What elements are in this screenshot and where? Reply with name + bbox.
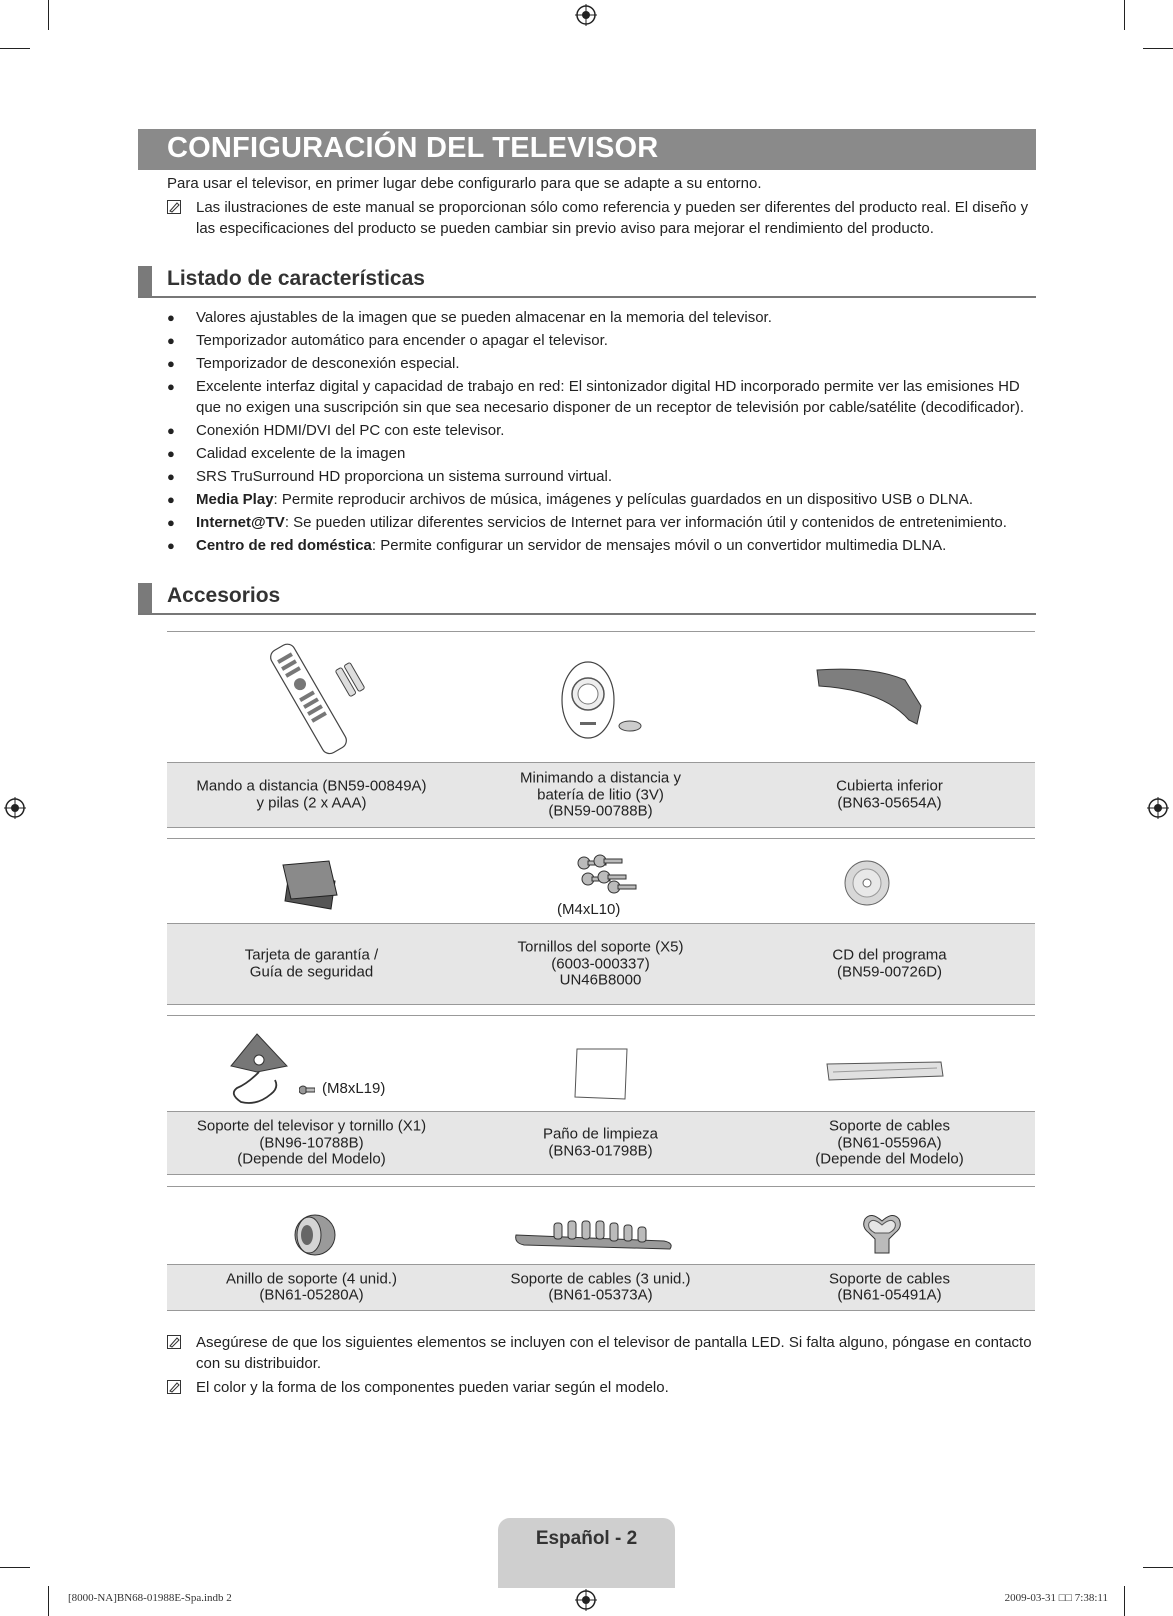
screws-icon bbox=[574, 853, 638, 895]
accessory-label-row bbox=[167, 923, 1035, 1005]
page-title: CONFIGURACIÓN DEL TELEVISOR bbox=[167, 132, 659, 164]
accessory-image-cell bbox=[456, 632, 745, 763]
accessories-row bbox=[167, 1015, 1035, 1175]
note-icon bbox=[167, 200, 181, 214]
section-marker bbox=[138, 583, 152, 613]
accessory-label: Soporte del televisor y tornillo (X1) (BN96-10788B) (Depende del Modelo) bbox=[196, 1117, 427, 1168]
feature-text: : Permite reproducir archivos de música, imágenes y películas guardados en un dispositivo USB o DLNA. bbox=[273, 490, 974, 508]
accessories-section-header bbox=[138, 581, 1036, 615]
feature-item bbox=[167, 513, 1037, 534]
accessory-image-cell bbox=[745, 1187, 1034, 1265]
bullet-icon: ● bbox=[167, 537, 175, 553]
accessory-image-cell bbox=[745, 632, 1034, 763]
accessory-label-row bbox=[167, 1111, 1035, 1175]
feature-name: Centro de red doméstica bbox=[196, 536, 372, 554]
accessory-image-cell bbox=[167, 1187, 456, 1265]
accessory-image-cell bbox=[456, 839, 745, 924]
accessory-label: CD del programa (BN59-00726D) bbox=[832, 946, 947, 980]
registration-mark-icon bbox=[4, 797, 26, 819]
mini-remote-icon bbox=[550, 658, 650, 743]
bullet-icon: ● bbox=[167, 333, 175, 348]
bullet-icon: ● bbox=[167, 491, 175, 507]
holder-ring-icon bbox=[291, 1213, 337, 1257]
remote-control-icon bbox=[263, 638, 373, 760]
registration-mark-icon bbox=[1147, 797, 1169, 819]
accessories-row bbox=[167, 838, 1035, 1004]
bottom-note bbox=[167, 1332, 1037, 1376]
footer-timestamp: 2009-03-31 □□ 7:38:11 bbox=[1004, 1592, 1108, 1604]
features-heading: Listado de características bbox=[167, 267, 425, 290]
page-number-tab bbox=[498, 1518, 675, 1588]
feature-name: Media Play bbox=[196, 490, 274, 508]
bullet-icon: ● bbox=[167, 422, 175, 438]
accessory-label: Soporte de cables (BN61-05596A) (Depende del Modelo) bbox=[815, 1117, 964, 1168]
feature-item bbox=[167, 377, 1037, 418]
note-icon bbox=[167, 1380, 181, 1394]
feature-item bbox=[167, 354, 1037, 375]
footer-file-info: [8000-NA]BN68-01988E-Spa.indb 2 bbox=[68, 1592, 232, 1604]
accessory-label: Paño de limpieza (BN63-01798B) bbox=[542, 1125, 659, 1159]
features-section-header bbox=[138, 264, 1036, 298]
feature-item bbox=[167, 308, 1037, 329]
accessory-image-cell bbox=[167, 632, 456, 763]
feature-item bbox=[167, 331, 1037, 352]
screw-size-label: (M8xL19) bbox=[322, 1080, 386, 1097]
accessories-heading: Accesorios bbox=[167, 584, 281, 607]
accessory-label: Cubierta inferior (BN63-05654A) bbox=[836, 777, 943, 811]
crop-mark bbox=[48, 1586, 49, 1616]
accessory-label: Anillo de soporte (4 unid.) (BN61-05280A) bbox=[226, 1270, 397, 1304]
tv-holder-icon bbox=[227, 1032, 299, 1108]
feature-text: Valores ajustables de la imagen que se pueden almacenar en la memoria del televisor. bbox=[196, 309, 772, 326]
accessory-image-cell bbox=[745, 1016, 1034, 1112]
feature-text: : Se pueden utilizar diferentes servicios de Internet para ver información útil y contenidos de entretenimiento. bbox=[284, 513, 1007, 531]
cable-holder-bar-icon bbox=[825, 1060, 945, 1084]
bullet-icon: ● bbox=[167, 445, 175, 461]
accessory-label-row bbox=[167, 1264, 1035, 1311]
crop-mark bbox=[1124, 0, 1125, 30]
bullet-icon: ● bbox=[167, 356, 175, 371]
crop-mark bbox=[1143, 1567, 1173, 1568]
crop-mark bbox=[0, 48, 30, 49]
intro-note bbox=[167, 197, 1037, 241]
feature-text: : Permite configurar un servidor de mensajes móvil o un convertidor multimedia DLNA. bbox=[371, 536, 947, 554]
intro-text: Para usar el televisor, en primer lugar debe configurarlo para que se adapte a su entorno. bbox=[167, 175, 762, 192]
accessory-label-row bbox=[167, 762, 1035, 828]
accessory-image-row bbox=[167, 1015, 1035, 1112]
crop-mark bbox=[0, 1567, 30, 1568]
accessory-image-cell bbox=[456, 1187, 745, 1265]
cleaning-cloth-icon bbox=[573, 1047, 631, 1101]
crop-mark bbox=[1124, 1586, 1125, 1616]
registration-mark-icon bbox=[575, 1589, 597, 1611]
feature-name: Internet@TV bbox=[196, 513, 285, 531]
bullet-icon: ● bbox=[167, 310, 175, 325]
page-title-bar bbox=[138, 129, 1036, 170]
bullet-icon: ● bbox=[167, 514, 175, 530]
bottom-cover-icon bbox=[813, 666, 923, 731]
cd-icon bbox=[843, 859, 891, 907]
accessory-label: Mando a distancia (BN59-00849A) y pilas (2 x AAA) bbox=[196, 777, 427, 811]
cable-tie-icon bbox=[514, 1215, 676, 1255]
accessory-image-cell bbox=[456, 1016, 745, 1112]
note-icon bbox=[167, 1335, 181, 1349]
accessory-image-row bbox=[167, 1186, 1035, 1265]
bullet-icon: ● bbox=[167, 468, 175, 484]
features-list bbox=[167, 308, 1037, 559]
screw-icon bbox=[299, 1084, 315, 1096]
accessory-label: Tarjeta de garantía / Guía de seguridad bbox=[244, 946, 379, 980]
feature-text: Excelente interfaz digital y capacidad de trabajo en red: El sintonizador digital HD incorporado permite ver las emisiones HD que no exigen una suscripción sin que sea necesario disponer de un receptor de televisión por cable/satélite (decodificador). bbox=[196, 378, 1025, 416]
accessory-label: Tornillos del soporte (X5) (6003-000337) UN46B8000 bbox=[517, 938, 684, 989]
accessory-label: Soporte de cables (3 unid.) (BN61-05373A) bbox=[510, 1270, 691, 1304]
feature-item bbox=[167, 536, 1037, 557]
accessory-image-cell bbox=[167, 839, 456, 924]
accessory-image-row bbox=[167, 631, 1035, 763]
feature-text: Calidad excelente de la imagen bbox=[196, 444, 406, 462]
feature-text: SRS TruSurround HD proporciona un sistema surround virtual. bbox=[196, 467, 613, 485]
bottom-note bbox=[167, 1377, 1037, 1399]
feature-text: Temporizador automático para encender o apagar el televisor. bbox=[196, 332, 608, 349]
intro-note-text: Las ilustraciones de este manual se proporcionan sólo como referencia y pueden ser diferentes del producto real. El diseño y las especificaciones del producto se pueden cambiar sin previo aviso para mejorar el rendimiento del producto. bbox=[196, 199, 1029, 237]
warranty-card-icon bbox=[281, 859, 343, 911]
feature-item bbox=[167, 444, 1037, 465]
bottom-note-text: El color y la forma de los componentes pueden variar según el modelo. bbox=[196, 1379, 669, 1396]
accessory-image-row bbox=[167, 838, 1035, 924]
bullet-icon: ● bbox=[167, 379, 175, 394]
feature-item bbox=[167, 490, 1037, 511]
accessory-image-cell bbox=[167, 1016, 456, 1112]
feature-text: Temporizador de desconexión especial. bbox=[196, 355, 460, 372]
feature-item bbox=[167, 467, 1037, 488]
crop-mark bbox=[48, 0, 49, 30]
bottom-note-text: Asegúrese de que los siguientes elementos se incluyen con el televisor de pantalla LED. Si falta alguno, póngase en contacto con su distribuidor. bbox=[196, 1334, 1032, 1372]
page-number: Español - 2 bbox=[535, 1528, 638, 1549]
accessory-label: Soporte de cables (BN61-05491A) bbox=[829, 1270, 950, 1304]
crop-mark bbox=[1143, 48, 1173, 49]
registration-mark-icon bbox=[575, 4, 597, 26]
section-marker bbox=[138, 266, 152, 296]
accessories-row bbox=[167, 1186, 1035, 1311]
accessory-image-cell bbox=[745, 839, 1034, 924]
accessory-label: Minimando a distancia y batería de litio (3V) (BN59-00788B) bbox=[520, 769, 681, 820]
feature-item bbox=[167, 421, 1037, 442]
accessories-row bbox=[167, 631, 1035, 828]
screw-size-label: (M4xL10) bbox=[557, 901, 621, 918]
feature-text: Conexión HDMI/DVI del PC con este televisor. bbox=[196, 421, 505, 439]
cable-clip-icon bbox=[861, 1209, 903, 1257]
